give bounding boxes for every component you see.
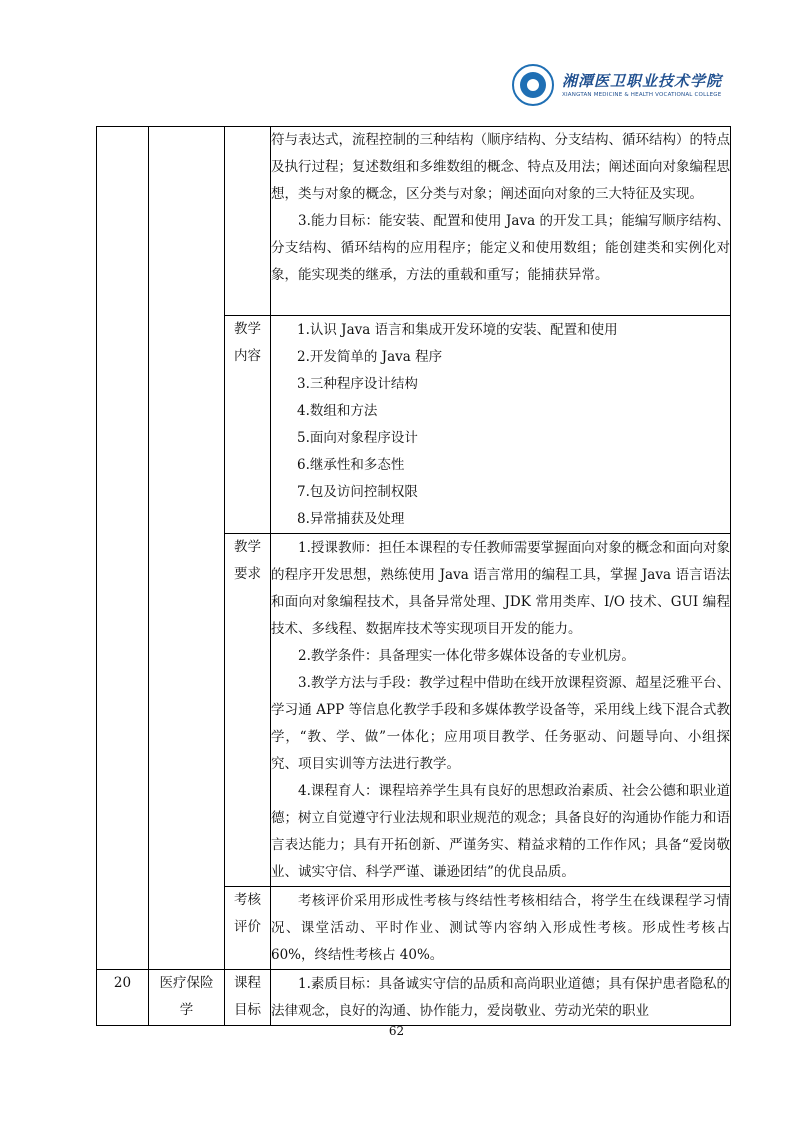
list-item: 1.认识 Java 语言和集成开发环境的安装、配置和使用 [297, 322, 618, 338]
course-name-line1: 医疗保险 [159, 975, 214, 991]
course-number: 20 [97, 970, 149, 1026]
list-item: 6.继承性和多态性 [297, 457, 405, 473]
curriculum-table [96, 126, 731, 1026]
assessment-label [225, 887, 271, 970]
requirements-label-line2: 要求 [234, 566, 261, 582]
course-name-line2: 学 [179, 1002, 194, 1018]
course-name [149, 970, 225, 1026]
assessment-label-line1: 考核 [234, 892, 261, 908]
label-cell-empty [225, 127, 271, 316]
requirements-label-line1: 教学 [234, 539, 261, 555]
objectives-label-line2: 目标 [234, 1002, 261, 1018]
college-logo [512, 64, 723, 110]
list-item: 7.包及访问控制权限 [297, 484, 418, 500]
content-list [271, 316, 731, 534]
assessment-content [271, 887, 731, 970]
list-item: 5.面向对象程序设计 [297, 430, 418, 446]
requirements-content [271, 534, 731, 887]
course-20-objective-paragraph: 1.素质目标：具备诚实守信的品质和高尚职业道德；具有保护患者隐私的法律观念，良好的沟通、协作能力，爱岗敬业、劳动光荣的职业 [271, 976, 730, 1019]
objectives-content [271, 127, 731, 316]
list-item: 3.三种程序设计结构 [297, 376, 418, 392]
requirements-paragraph: 1.授课教师：担任本课程的专任教师需要掌握面向对象的概念和面向对象的程序开发思想，熟练使用 Java 语言常用的编程工具，掌握 Java 语言语法和面向对象编程技术，具备异常处理、JDK 常用类库、I/O 技术、GUI 编程技术、多线程、数据库技术等实现项目开发的能力。 [271, 540, 730, 637]
ability-objective-paragraph: 3.能力目标：能安装、配置和使用 Java 的开发工具；能编写顺序结构、分支结构、循环结构的应用程序；能定义和使用数组；能创建类和实例化对象，能实现类的继承，方法的重载和重写；能捕获异常。 [271, 213, 730, 283]
page-number: 62 [388, 1024, 405, 1038]
requirements-label [225, 534, 271, 887]
course-20-objectives [271, 970, 731, 1026]
objectives-label [225, 970, 271, 1026]
list-item: 4.数组和方法 [297, 403, 378, 419]
college-name-en: XIANGTAN MEDICINE & HEALTH VOCATIONAL COLLEGE [562, 92, 722, 98]
content-label-line1: 教学 [234, 321, 261, 337]
objectives-label-line1: 课程 [234, 975, 261, 991]
course-name-cell [149, 127, 225, 970]
course-number-cell [97, 127, 149, 970]
college-name: 湘潭医卫职业技术学院 [562, 72, 723, 90]
table-row-objectives-continued [97, 127, 731, 316]
requirements-paragraph: 3.教学方法与手段：教学过程中借助在线开放课程资源、超星泛雅平台、学习通 APP 等信息化教学手段和多媒体教学设备等，采用线上线下混合式教学，“教、学、做”一体化；应用项目教学、任务驱动、问题导向、小组探究、项目实训等方法进行教学。 [271, 675, 730, 772]
list-item: 2.开发简单的 Java 程序 [297, 349, 443, 365]
requirements-paragraph: 2.教学条件：具备理实一体化带多媒体设备的专业机房。 [298, 648, 635, 664]
list-item: 8.异常捕获及处理 [297, 511, 405, 527]
requirements-paragraph: 4.课程育人：课程培养学生具有良好的思想政治素质、社会公德和职业道德；树立自觉遵守行业法规和职业规范的观念；具备良好的沟通协作能力和语言表达能力；具有开拓创新、严谨务实、精益求精的工作作风；具备“爱岗敬业、诚实守信、科学严谨、谦逊团结”的优良品质。 [271, 783, 730, 880]
content-label-line2: 内容 [234, 348, 261, 364]
content-label [225, 316, 271, 534]
college-emblem-icon [512, 64, 554, 106]
table-row-course-20 [97, 970, 731, 1026]
objectives-paragraph: 符与表达式，流程控制的三种结构（顺序结构、分支结构、循环结构）的特点及执行过程；复述数组和多维数组的概念、特点及用法；阐述面向对象编程思想，类与对象的概念，区分类与对象；阐述面向对象的三大特征及实现。 [271, 132, 730, 202]
assessment-paragraph: 考核评价采用形成性考核与终结性考核相结合，将学生在线课程学习情况、课堂活动、平时作业、测试等内容纳入形成性考核。形成性考核占 60%，终结性考核占 40%。 [271, 893, 730, 963]
assessment-label-line2: 评价 [234, 919, 261, 935]
